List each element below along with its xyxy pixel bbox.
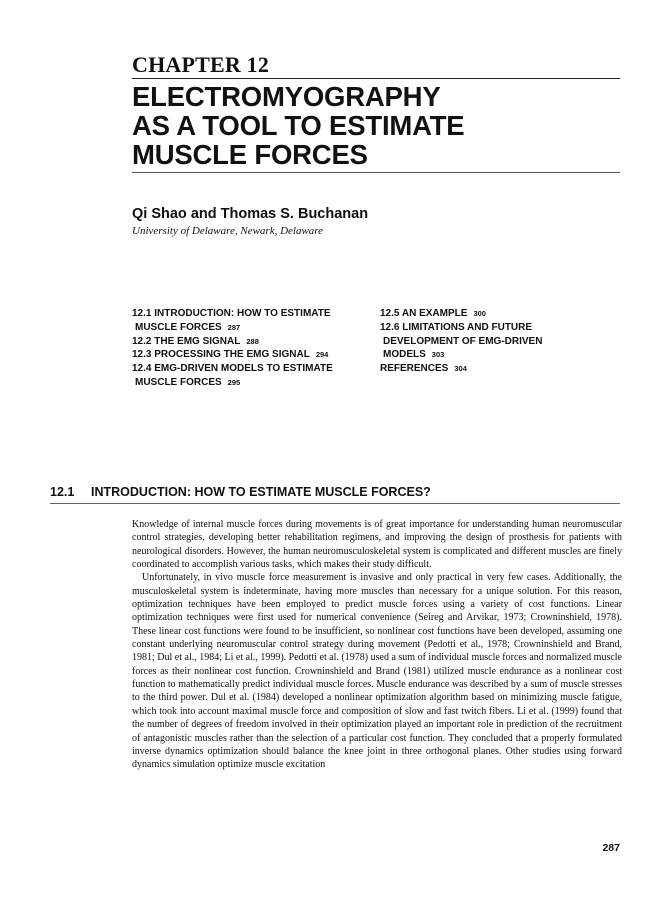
toc-entry (132, 348, 372, 362)
toc-entry (132, 376, 372, 390)
toc-entry (380, 307, 620, 321)
toc-entry-title: 12.5 AN EXAMPLE (380, 308, 468, 319)
toc-entry (380, 348, 620, 362)
table-of-contents-right (380, 307, 620, 376)
page-number: 287 (602, 842, 620, 854)
section-title: INTRODUCTION: HOW TO ESTIMATE MUSCLE FORCES? (91, 485, 431, 499)
toc-entry-title: MUSCLE FORCES (135, 321, 222, 333)
paragraph: Unfortunately, in vivo muscle force measurement is invasive and only practical in very few cases. Additionally, the musculoskeletal system is indeterminate, having more muscles than necessary for a unique solution. For this reason, optimization techniques have been employed to predict muscle forces using a variety of cost functions. Linear optimization techniques were first used for numerical convenience (Seireg and Arvikar, 1973; Crowninshield, 1978). These linear cost functions were found to be insufficient, so nonlinear cost functions have been developed, assuming one constant underlying neuromuscular control strategy during movement (Pedotti et al., 1978; Crowninshield and Brand, 1981; Dul et al., 1984; Li et al., 1999). Pedotti et al. (1978) used a sum of individual muscle forces and normalized muscle forces as their nonlinear cost function. Crowninshield and Brand (1981) utilized muscle endurance as a nonlinear cost function to mathematically predict individual muscle forces. Muscle endurance was described by a sum of muscle stresses to the third power. Dul et al. (1984) developed a nonlinear optimization algorithm based on minimizing muscle fatigue, which took into account maximal muscle force and composition of slow and fast twitch fibers. Li et al. (1999) found that the number of degrees of freedom involved in their optimization played an important role in prediction of the recruitment of antagonistic muscles rather than the selection of a particular cost function. They concluded that a properly formulated inverse dynamics optimization should balance the knee joint in three orthogonal planes. Other studies using forward dynamics simulation optimize muscle excitation (132, 572, 622, 771)
toc-entry-page: 288 (246, 336, 259, 346)
table-of-contents-left (132, 307, 372, 390)
toc-entry (380, 335, 620, 349)
toc-entry-title: 12.4 EMG-DRIVEN MODELS TO ESTIMATE (132, 363, 333, 375)
toc-entry (132, 307, 372, 321)
section-rule (50, 503, 620, 504)
authors: Qi Shao and Thomas S. Buchanan (132, 206, 369, 222)
chapter-title (132, 82, 622, 169)
body-text (132, 518, 622, 772)
toc-entry (132, 335, 372, 349)
toc-entry-page: 304 (454, 364, 467, 374)
toc-entry-page: 300 (473, 309, 486, 318)
chapter-title-line: AS A TOOL TO ESTIMATE (132, 110, 465, 141)
toc-entry-page: 295 (227, 377, 241, 387)
toc-entry-title: 12.1 INTRODUCTION: HOW TO ESTIMATE (132, 308, 331, 319)
chapter-label: CHAPTER 12 (132, 52, 270, 77)
chapter-bottom-rule (132, 172, 620, 173)
toc-entry-page: 287 (227, 322, 241, 332)
toc-entry-title: 12.3 PROCESSING THE EMG SIGNAL (132, 349, 310, 361)
toc-entry-title: MODELS (383, 349, 426, 361)
toc-entry-title: REFERENCES (380, 363, 449, 375)
toc-entry-page: 294 (315, 350, 329, 360)
toc-entry-title: 12.6 LIMITATIONS AND FUTURE (380, 321, 533, 333)
toc-entry-title: 12.2 THE EMG SIGNAL (132, 335, 241, 347)
paragraph: Knowledge of internal muscle forces during movements is of great importance for understanding human neuromuscular control strategies, developing better rehabilitation regimens, and improving the design of prosthesis for patients with neurological disorders. However, the human neuromusculoskeletal system is complicated and different muscles are finely coordinated to accomplish various tasks, which makes their study difficult. (132, 519, 622, 571)
toc-entry-page: 303 (431, 350, 445, 360)
toc-entry-title: MUSCLE FORCES (135, 376, 222, 388)
toc-entry (132, 321, 372, 335)
toc-entry (380, 321, 620, 335)
toc-entry (380, 362, 620, 376)
affiliation: University of Delaware, Newark, Delaware (132, 225, 324, 237)
chapter-title-line: ELECTROMYOGRAPHY (132, 81, 441, 112)
toc-entry (132, 362, 372, 376)
section-number: 12.1 (50, 485, 75, 499)
chapter-title-line: MUSCLE FORCES (132, 139, 368, 170)
chapter-top-rule (132, 78, 620, 79)
toc-entry-title: DEVELOPMENT OF EMG-DRIVEN (383, 335, 543, 347)
section-heading (50, 485, 620, 499)
